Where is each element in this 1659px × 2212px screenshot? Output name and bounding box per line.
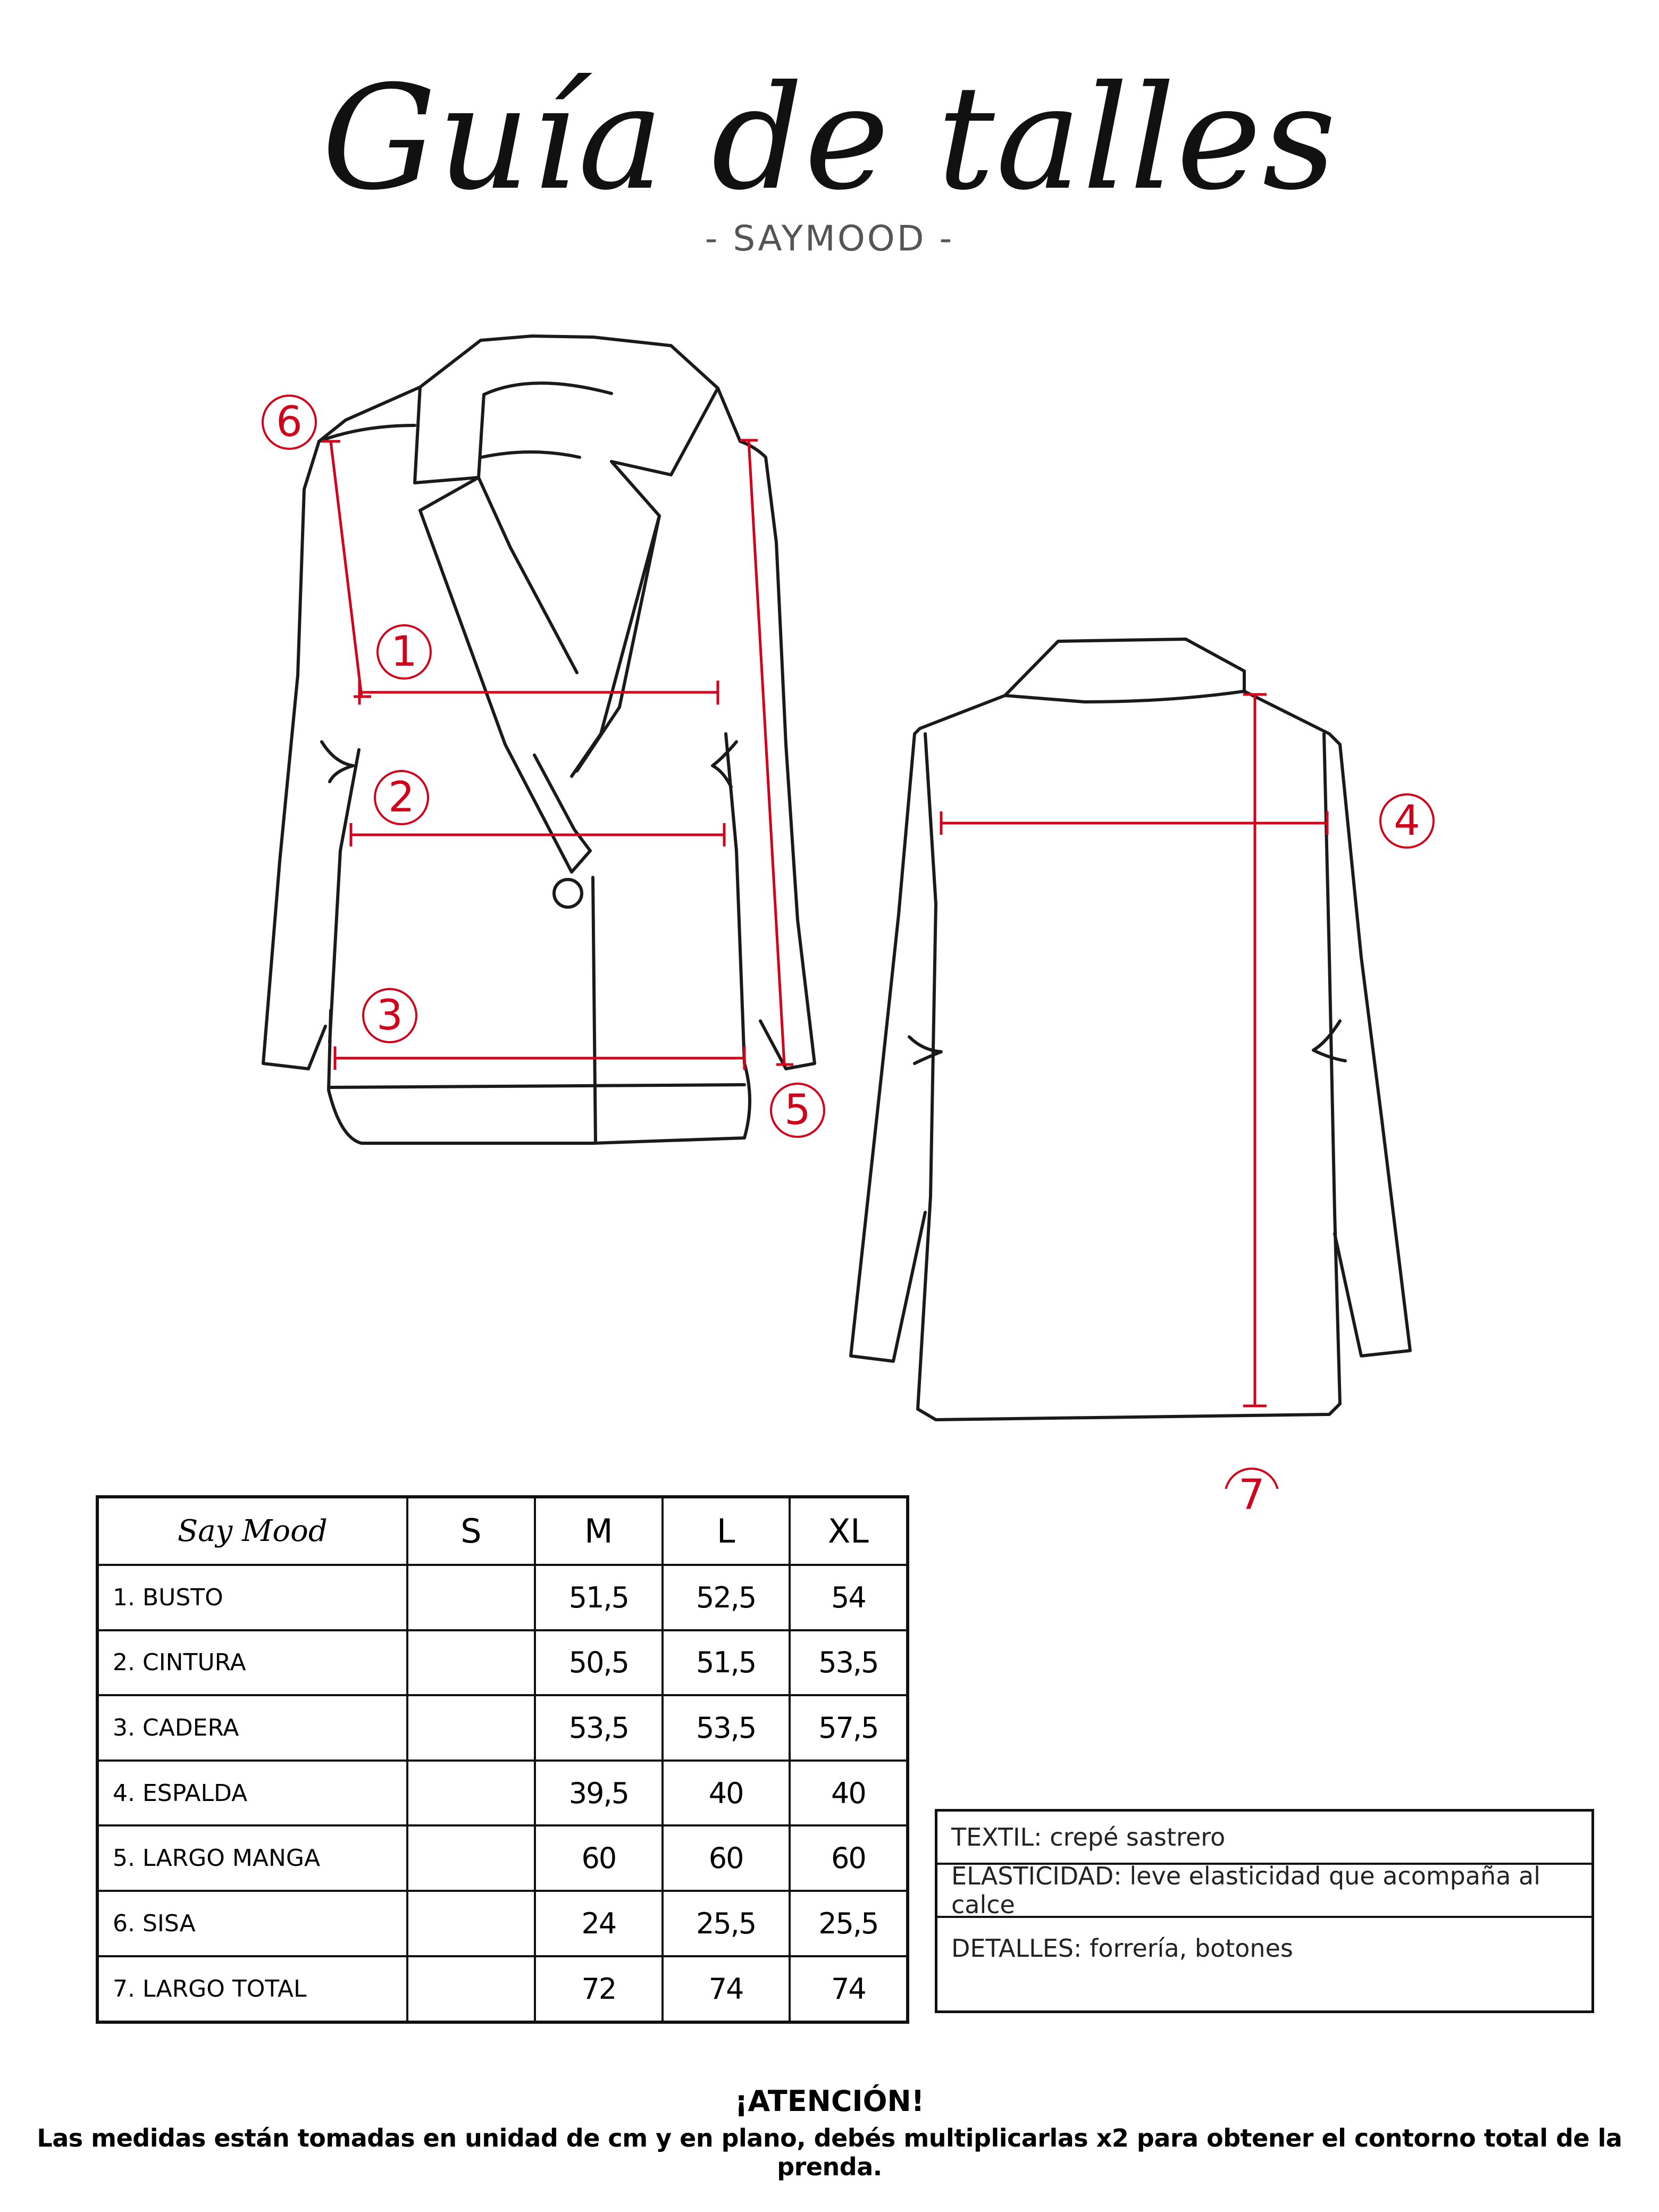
cell-value: 25,5 bbox=[663, 1891, 790, 1956]
notice-text: Las medidas están tomadas en unidad de cm y en plano, debés multiplicarlas x2 para obtener el contorno total de la prenda. bbox=[37, 2124, 1622, 2181]
cell-value: 50,5 bbox=[535, 1630, 662, 1696]
cell-value bbox=[407, 1761, 535, 1826]
table-row bbox=[97, 1565, 908, 1630]
row-label: 3. CADERA bbox=[97, 1695, 407, 1761]
cell-value: 24 bbox=[535, 1891, 662, 1956]
marker-6: 6 bbox=[276, 398, 303, 446]
row-label: 6. SISA bbox=[97, 1891, 407, 1956]
size-header-xl: XL bbox=[790, 1497, 908, 1565]
info-elasticidad: ELASTICIDAD: leve elasticidad que acompaña al calce bbox=[937, 1865, 1591, 1918]
page-title: Guía de talles bbox=[322, 54, 1337, 222]
table-row bbox=[97, 1695, 908, 1761]
cell-value bbox=[407, 1891, 535, 1956]
jacket-front-outline bbox=[263, 336, 815, 1143]
cell-value bbox=[407, 1630, 535, 1696]
cell-value: 54 bbox=[790, 1565, 908, 1630]
notice-title: ¡ATENCIÓN! bbox=[734, 2084, 925, 2118]
table-row bbox=[97, 1825, 908, 1891]
cell-value: 57,5 bbox=[790, 1695, 908, 1761]
row-label: 2. CINTURA bbox=[97, 1630, 407, 1696]
table-row bbox=[97, 1761, 908, 1826]
marker-1: 1 bbox=[391, 628, 417, 676]
brand-signature: Say Mood bbox=[97, 1497, 407, 1565]
marker-7: 7 bbox=[1238, 1471, 1265, 1519]
brand-subtitle: - SAYMOOD - bbox=[705, 218, 954, 259]
cell-value: 25,5 bbox=[790, 1891, 908, 1956]
cell-value: 74 bbox=[663, 1956, 790, 2022]
marker-4: 4 bbox=[1394, 797, 1420, 845]
cell-value: 40 bbox=[663, 1761, 790, 1826]
row-label: 7. LARGO TOTAL bbox=[97, 1956, 407, 2022]
marker-5: 5 bbox=[784, 1086, 811, 1134]
size-header-l: L bbox=[663, 1497, 790, 1565]
cell-value: 39,5 bbox=[535, 1761, 662, 1826]
measurement-lines bbox=[322, 440, 1327, 1406]
cell-value: 53,5 bbox=[790, 1630, 908, 1696]
table-row bbox=[97, 1956, 908, 2022]
size-table-header bbox=[97, 1497, 908, 1565]
cell-value bbox=[407, 1565, 535, 1630]
cell-value bbox=[407, 1956, 535, 2022]
row-label: 4. ESPALDA bbox=[97, 1761, 407, 1826]
cell-value: 60 bbox=[535, 1825, 662, 1891]
cell-value bbox=[407, 1825, 535, 1891]
cell-value: 51,5 bbox=[535, 1565, 662, 1630]
cell-value bbox=[407, 1695, 535, 1761]
marker-3: 3 bbox=[376, 992, 403, 1040]
cell-value: 60 bbox=[663, 1825, 790, 1891]
table-row bbox=[97, 1891, 908, 1956]
info-textil: TEXTIL: crepé sastrero bbox=[937, 1812, 1591, 1865]
cell-value: 51,5 bbox=[663, 1630, 790, 1696]
size-table bbox=[96, 1495, 909, 2024]
fabric-info-box bbox=[935, 1809, 1594, 2013]
row-label: 1. BUSTO bbox=[97, 1565, 407, 1630]
row-label: 5. LARGO MANGA bbox=[97, 1825, 407, 1891]
info-detalles: DETALLES: forrería, botones bbox=[951, 1934, 1293, 1963]
size-header-s: S bbox=[407, 1497, 535, 1565]
jacket-back-outline bbox=[851, 639, 1410, 1420]
table-row bbox=[97, 1630, 908, 1696]
cell-value: 74 bbox=[790, 1956, 908, 2022]
cell-value: 52,5 bbox=[663, 1565, 790, 1630]
size-header-m: M bbox=[535, 1497, 662, 1565]
cell-value: 53,5 bbox=[663, 1695, 790, 1761]
cell-value: 53,5 bbox=[535, 1695, 662, 1761]
cell-value: 40 bbox=[790, 1761, 908, 1826]
cell-value: 72 bbox=[535, 1956, 662, 2022]
marker-2: 2 bbox=[388, 774, 415, 822]
cell-value: 60 bbox=[790, 1825, 908, 1891]
